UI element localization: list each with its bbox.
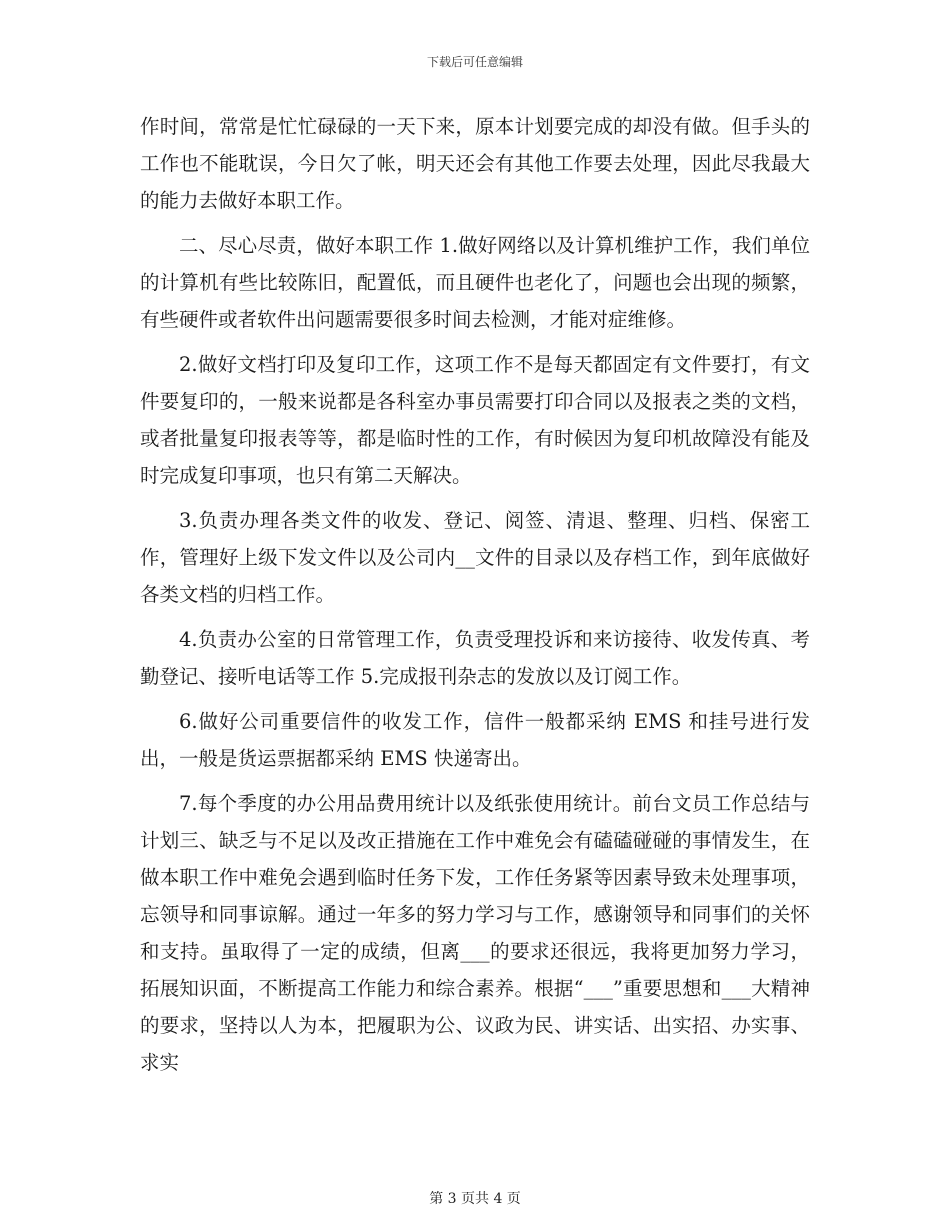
page-header: 下载后可任意编辑: [426, 55, 523, 69]
paragraph: 二、尽心尽责，做好本职工作 1.做好网络以及计算机维护工作，我们单位的计算机有些比较陈旧，配置低，而且硬件也老化了，问题也会出现的频繁，有些硬件或者软件出问题需要很多时间去检测，才能对症维修。: [140, 234, 810, 331]
paragraph: 6.做好公司重要信件的收发工作，信件一般都采纳 EMS 和挂号进行发出，一般是货运票据都采纳 EMS 快递寄出。: [140, 710, 810, 770]
paragraph: 3.负责办理各类文件的收发、登记、阅签、清退、整理、归档、保密工作，管理好上级下发文件以及公司内__文件的目录以及存档工作，到年底做好各类文档的归档工作。: [140, 509, 810, 606]
page-number: 第 3 页共 4 页: [429, 1191, 521, 1207]
paragraph: 2.做好文档打印及复印工作，这项工作不是每天都固定有文件要打，有文件要复印的，一般来说都是各科室办事员需要打印合同以及报表之类的文档，或者批量复印报表等等，都是临时性的工作，有时候因为复印机故障没有能及时完成复印事项，也只有第二天解决。: [140, 353, 810, 487]
paragraph: 作时间，常常是忙忙碌碌的一天下来，原本计划要完成的却没有做。但手头的工作也不能耽误，今日欠了帐，明天还会有其他工作要去处理，因此尽我最大的能力去做好本职工作。: [140, 115, 810, 212]
document-body: [140, 108, 810, 1089]
paragraph: 7.每个季度的办公用品费用统计以及纸张使用统计。前台文员工作总结与计划三、缺乏与不足以及改正措施在工作中难免会有磕磕碰碰的事情发生，在做本职工作中难免会遇到临时任务下发，工作任务紧等因素导致未处理事项，忘领导和同事谅解。通过一年多的努力学习与工作，感谢领导和同事们的关怀和支持。虽取得了一定的成绩，但离___的要求还很远，我将更加努力学习，拓展知识面，不断提高工作能力和综合素养。根据“___”重要思想和___大精神的要求，坚持以人为本，把履职为公、议政为民、讲实话、出实招、办实事、求实: [140, 792, 810, 1074]
paragraph: 4.负责办公室的日常管理工作，负责受理投诉和来访接待、收发传真、考勤登记、接听电话等工作 5.完成报刊杂志的发放以及订阅工作。: [140, 628, 810, 688]
